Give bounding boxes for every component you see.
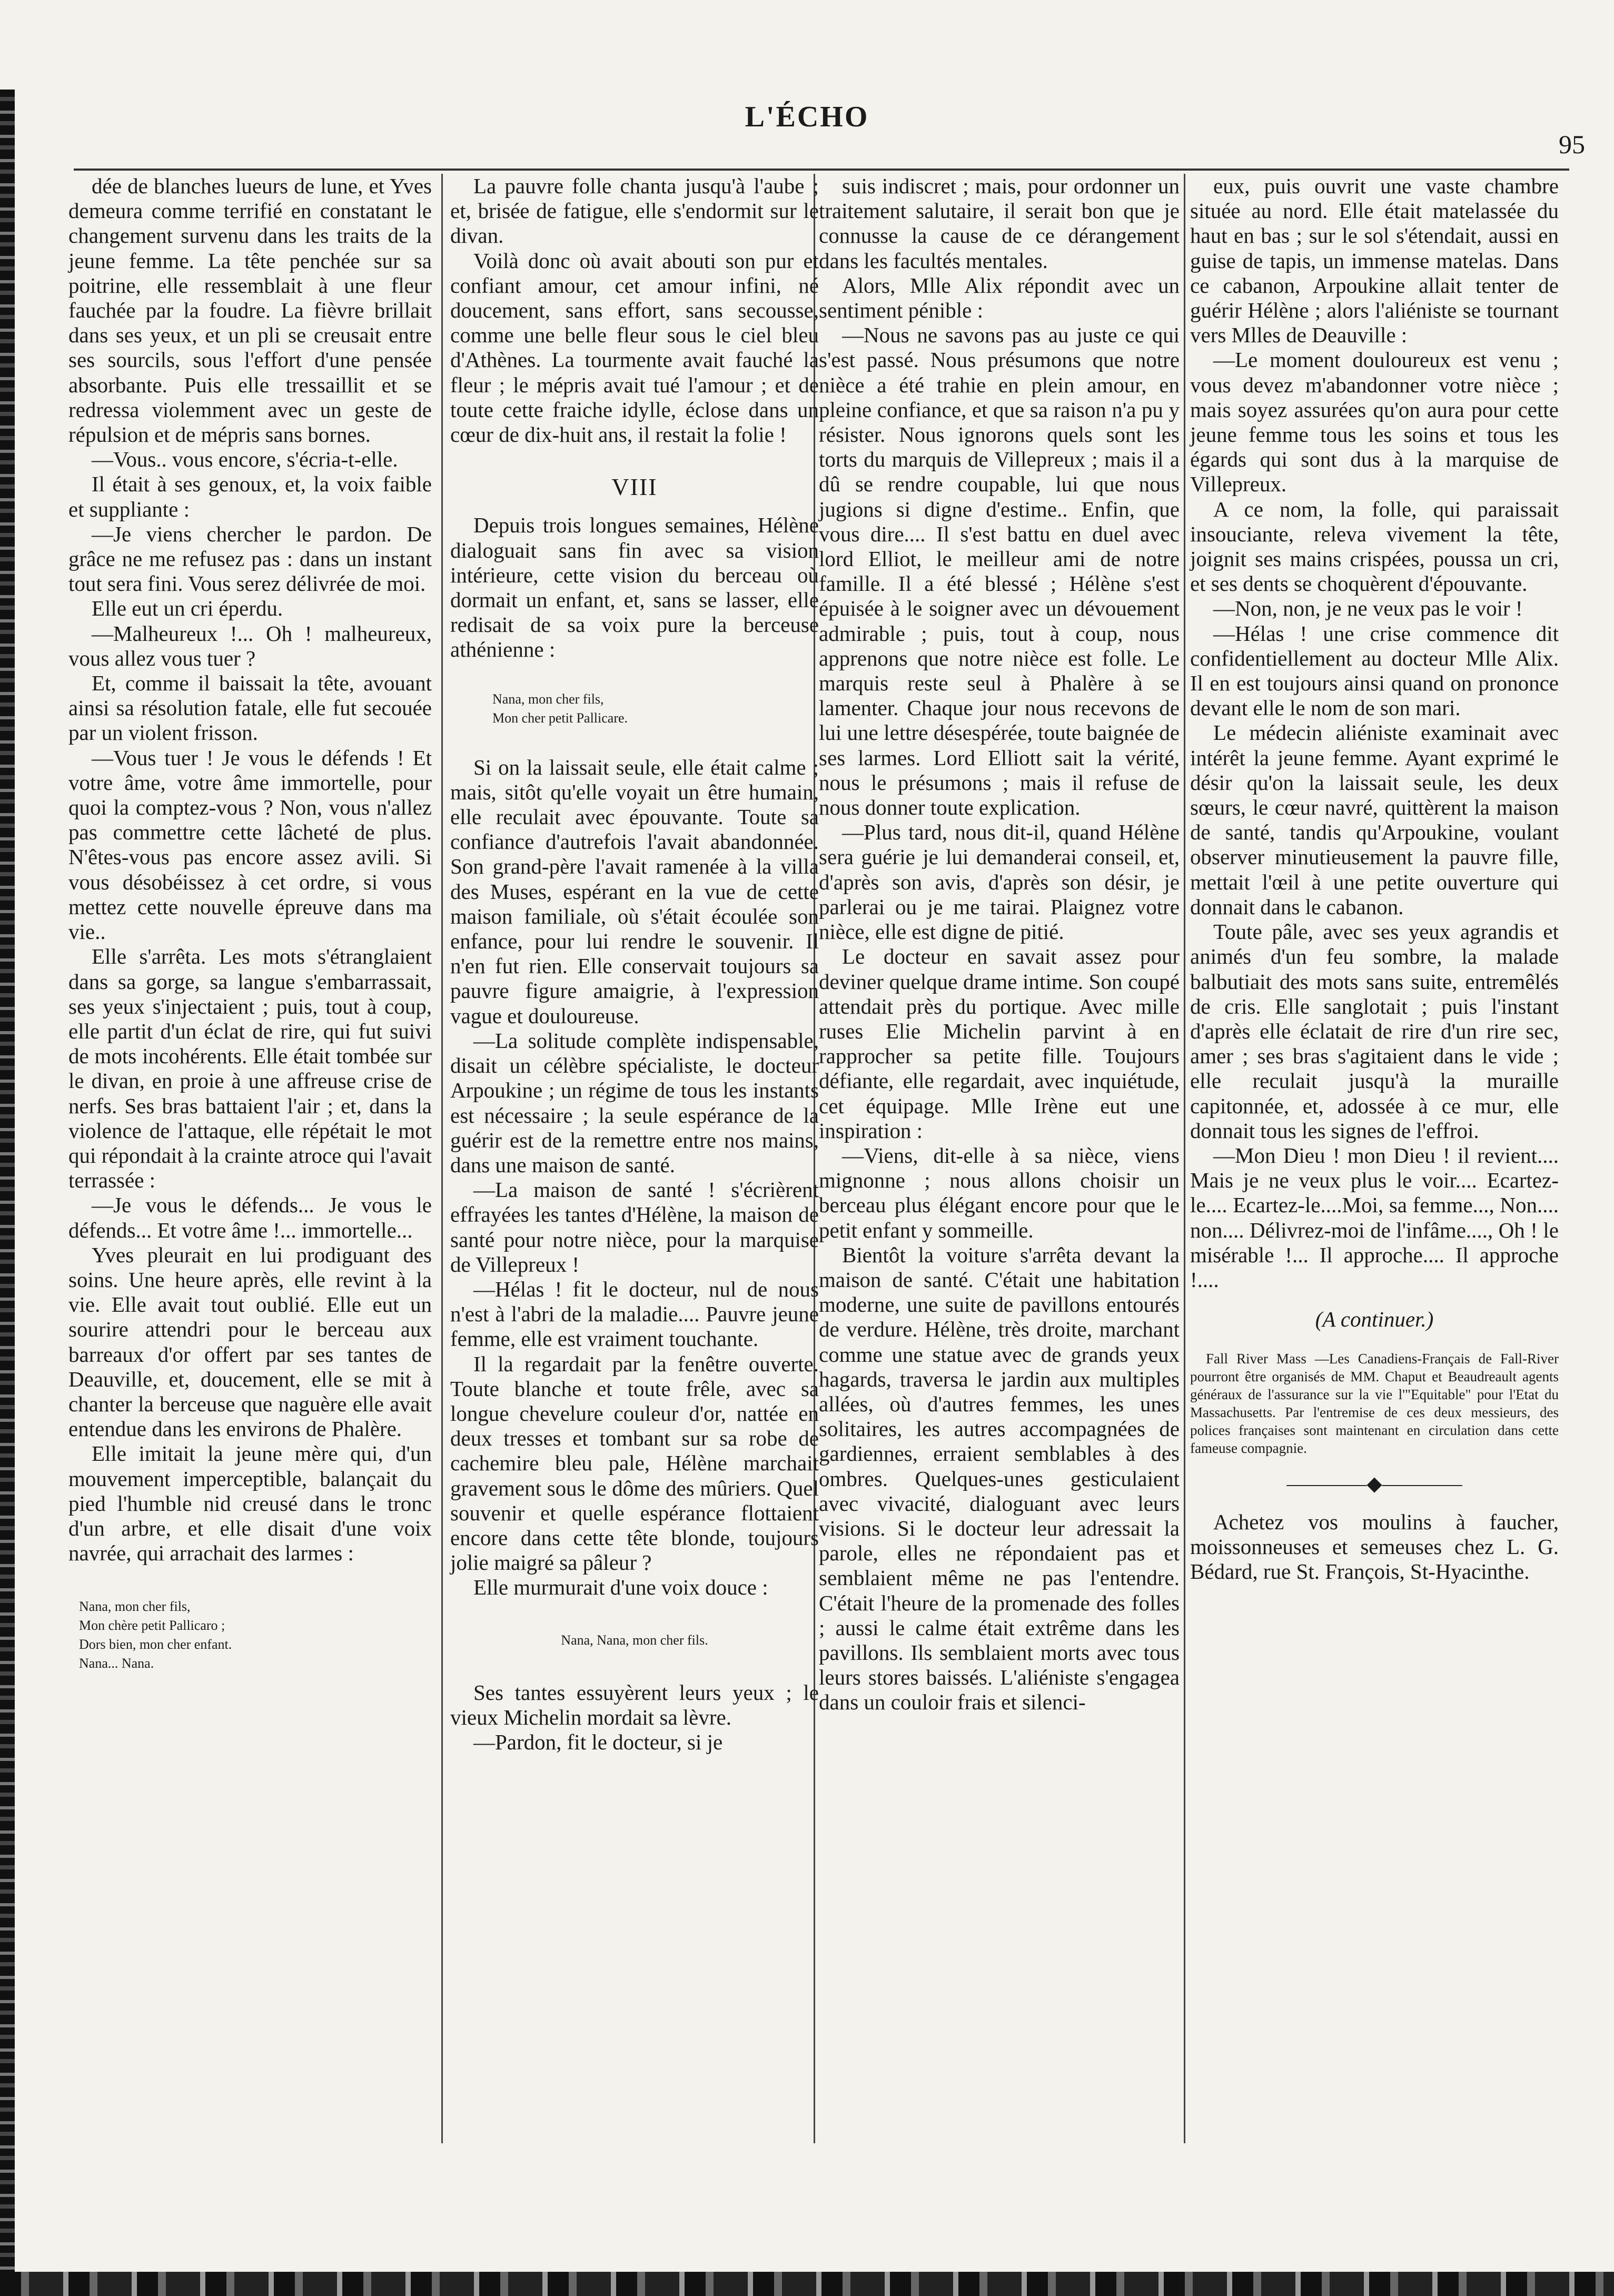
notice-text: Fall River Mass —Les Canadiens-Français de Fall-River pourront être organisés de MM. Chaput et Beaudreault agents généraux de l'assurance sur la vie l'"Equitable" pour l'Etat du Massachusetts. Par l'entremise de ces deux messieurs, des polices françaises sont maintenant en circulation dans cette fameuse compagnie. <box>1190 1351 1559 1457</box>
verse-line: Nana... Nana. <box>79 1656 154 1671</box>
column-3 <box>819 174 1180 1715</box>
paragraph: —Vous.. vous encore, s'écria-t-elle. <box>92 447 398 472</box>
paragraph: Elle murmurait d'une voix douce : <box>473 1575 768 1600</box>
paragraph: —Vous tuer ! Je vous le défends ! Et votre âme, votre âme immortelle, pour quoi la comptez-vous ? Non, vous n'allez pas commettre cette lâcheté de plus. N'êtes-vous pas encore assez avili. Si vous désobéissez à cet ordre, si vous mettez cette nouvelle épreuve dans ma vie.. <box>68 745 432 944</box>
paragraph: —Pardon, fit le docteur, si je <box>473 1729 723 1754</box>
paragraph: —La solitude complète indispensable, disait un célèbre spécialiste, le docteur Arpoukine ; un régime de tous les instants est nécessaire ; la seule espérance de la guérir est de la remettre entre nos mains, dans une maison de santé. <box>450 1028 819 1177</box>
paragraph: —Malheureux !... Oh ! malheureux, vous allez vous tuer ? <box>68 621 432 670</box>
paragraph: Bientôt la voiture s'arrêta devant la maison de santé. C'était une habitation moderne, une suite de pavillons entourés de verdure. Hélène, très droite, marchant comme une statue avec de grands yeux hagards, traversa le jardin aux multiples allées, où d'autres femmes, les unes solitaires, les autres accompagnées de gardiennes, erraient semblables à des ombres. Quelques-unes gesticulaient avec vivacité, dialoguant avec leurs visions. Si le docteur leur adressait la parole, elles ne répondaient pas et semblaient même ne pas l'entendre. C'était l'heure de la promenade des folles ; aussi le calme était extrême dans les pavillons. Ils semblaient morts avec tous leurs stores baissés. L'aliéniste s'engagea dans un couloir frais et silenci- <box>819 1242 1180 1715</box>
paragraph: eux, puis ouvrit une vaste chambre située au nord. Elle était matelassée du haut en bas ; sur le sol s'étendait, aussi en guise de tapis, un immense matelas. Dans ce cabanon, Arpoukine allait tenter de guérir Hélène ; alors l'aliéniste se tournant vers Mlles de Deauville : <box>1190 174 1559 348</box>
paragraph: Il la regardait par la fenêtre ouverte. Toute blanche et toute frêle, avec sa longue chevelure couleur d'or, nattée en deux tresses et tombant sur sa robe de cachemire bleu pale, Hélène marchait gravement sous le dôme des mûriers. Quel souvenir et quelle espérance flottaient encore dans cette tête blonde, toujours jolie maigré sa pâleur ? <box>450 1351 819 1575</box>
paragraph: Elle imitait la jeune mère qui, d'un mouvement imperceptible, balançait du pied l'humble nid creusé dans le tronc d'un arbre, et elle disait d'une voix navrée, qui arrachait des larmes : <box>68 1441 432 1566</box>
paragraph: La pauvre folle chanta jusqu'à l'aube ; et, brisée de fatigue, elle s'endormit sur le divan. <box>450 174 819 248</box>
paragraph: Le docteur en savait assez pour deviner quelque drame intime. Son coupé attendait près du portique. Avec mille ruses Elie Michelin parvint à en rapprocher sa petite fille. Toujours défiante, elle regardait, avec inquiétude, cet équipage. Mlle Irène eut une inspiration : <box>819 944 1180 1143</box>
paragraph: —Hélas ! une crise commence dit confidentiellement au docteur Mlle Alix. Il en est toujours ainsi quand on prononce devant elle le nom de son mari. <box>1190 621 1559 720</box>
advertisement-text: Achetez vos moulins à faucher, moissonneuses et semeuses chez L. G. Bédard, rue St. François, St-Hyacinthe. <box>1190 1509 1559 1584</box>
page-title: L'ÉCHO <box>745 101 869 133</box>
paragraph: Ses tantes essuyèrent leurs yeux ; le vieux Michelin mordait sa lèvre. <box>450 1680 819 1729</box>
paragraph: —Non, non, je ne veux pas le voir ! <box>1213 596 1523 621</box>
chapter-heading: VIII <box>611 473 658 501</box>
paragraph: —Je vous le défends... Je vous le défends... Et votre âme !... immortelle... <box>68 1193 432 1242</box>
paragraph: Elle s'arrêta. Les mots s'étranglaient dans sa gorge, sa langue s'embarrassait, ses yeux s'injectaient ; puis, tout à coup, elle partit d'un éclat de rire, qui fut suivi de mots incohérents. Elle était tombée sur le divan, en proie à une affreuse crise de nerfs. Ses bras battaient l'air ; et, dans la violence de l'attaque, elle répétait le mot qui répondait à la crainte atroce qui l'avait terrassée : <box>68 944 432 1193</box>
paragraph: dée de blanches lueurs de lune, et Yves demeura comme terrifié en constatant le changement survenu dans les traits de la jeune femme. La tête penchée sur sa poitrine, elle ressemblait à une fleur fauchée par la foudre. La fièvre brillait dans ses yeux, et un pli se creusait entre ses sourcils, sous l'effort d'une pensée absorbante. Puis elle tressaillit et se redressa violemment avec un geste de répulsion et de mépris sans bornes. <box>68 174 432 447</box>
notice-fall-river <box>1190 1350 1559 1457</box>
paragraph: Voilà donc où avait abouti son pur et confiant amour, cet amour infini, né doucement, sans effort, sans secousse, comme une belle fleur sous le ciel bleu d'Athènes. La tourmente avait fauché la fleur ; le mépris avait tué l'amour ; et de toute cette fraiche idylle, éclose dans un cœur de dix-huit ans, il restait la folie ! <box>450 248 819 447</box>
verse-line: Nana, Nana, mon cher fils. <box>561 1632 708 1648</box>
column-2 <box>450 174 819 1755</box>
to-be-continued: (A continuer.) <box>1315 1307 1434 1332</box>
ornament-divider: ————◆———— <box>1286 1473 1462 1496</box>
paragraph: suis indiscret ; mais, pour ordonner un traitement salutaire, il serait bon que je connusse la cause de ce dérangement dans les facultés mentales. <box>819 174 1180 273</box>
paragraph: Il était à ses genoux, et, la voix faible et suppliante : <box>68 472 432 521</box>
lullaby-verse <box>492 690 819 728</box>
column-1 <box>68 174 432 1673</box>
verse-line: Nana, mon cher fils, <box>79 1599 191 1615</box>
paragraph: —Le moment douloureux est venu ; vous devez m'abandonner votre nièce ; mais soyez assurées qu'on aura pour cette jeune femme tous les soins et tous les égards qui sont dus à la marquise de Villepreux. <box>1190 348 1559 497</box>
advertisement <box>1190 1510 1559 1585</box>
paragraph: Si on la laissait seule, elle était calme ; mais, sitôt qu'elle voyait un être humain, elle reculait avec épouvante. Toute sa confiance d'autrefois l'avait abandonnée. Son grand-père l'avait ramenée à la villa des Muses, espérant en la vue de cette maison familiale, où s'était écoulée son enfance, pour lui rendre le souvenir. Il n'en fut rien. Elle conservait toujours sa pauvre figure amaigrie, à l'expression vague et douloureuse. <box>450 755 819 1028</box>
verse-line: Mon chère petit Pallicaro ; <box>79 1618 225 1634</box>
paragraph: —La maison de santé ! s'écrièrent effrayées les tantes d'Hélène, la maison de santé pour notre nièce, pour la marquise de Villepreux ! <box>450 1177 819 1276</box>
paragraph: A ce nom, la folle, qui paraissait insouciante, releva vivement la tête, joignit ses mains crispées, poussa un cri, et ses dents se choquèrent d'épouvante. <box>1190 497 1559 596</box>
paragraph: —Hélas ! fit le docteur, nul de nous n'est à l'abri de la maladie.... Pauvre jeune femme, elle est vraiment touchante. <box>450 1276 819 1351</box>
lullaby-verse <box>79 1597 432 1673</box>
lullaby-verse <box>450 1631 819 1650</box>
page-number: 95 <box>1559 130 1585 159</box>
paragraph: Toute pâle, avec ses yeux agrandis et animés d'un feu sombre, la malade balbutiait des mots sans suite, entremêlés de cris. Elle sanglotait ; puis l'instant d'après elle éclatait de rire d'un rire sec, amer ; ses bras s'agitaient dans le vide ; elle reculait jusqu'à la muraille capitonnée, et, adossée à ce mur, elle donnait tous les signes de l'effroi. <box>1190 919 1559 1143</box>
paragraph: —Plus tard, nous dit-il, quand Hélène sera guérie je lui demanderai conseil, et, d'après son avis, d'après son désir, je parlerai ou je me tairai. Plaignez votre nièce, elle est digne de pitié. <box>819 820 1180 944</box>
paragraph: Depuis trois longues semaines, Hélène dialoguait sans fin avec sa vision intérieure, cette vision du berceau où dormait un enfant, et, sans se lasser, elle redisait de sa voix pure la berceuse athénienne : <box>450 513 819 662</box>
paragraph: —Je viens chercher le pardon. De grâce ne me refusez pas : dans un instant tout sera fini. Vous serez délivrée de moi. <box>68 521 432 596</box>
column-divider <box>1184 174 1185 2143</box>
verse-line: Dors bien, mon cher enfant. <box>79 1637 232 1652</box>
page-edge-left <box>0 90 15 2275</box>
paragraph: Elle eut un cri éperdu. <box>92 596 283 621</box>
column-4 <box>1190 174 1559 1584</box>
paragraph: Le médecin aliéniste examinait avec intérêt la jeune femme. Ayant exprimé le désir qu'on la laissait seule, les deux sœurs, le cœur navré, quittèrent la maison de santé, tandis qu'Arpoukine, voulant observer minutieusement la pauvre fille, mettait l'œil à une petite ouverture qui donnait dans le cabanon. <box>1190 720 1559 919</box>
column-divider <box>441 174 443 2143</box>
paragraph: —Mon Dieu ! mon Dieu ! il revient.... Mais je ne veux plus le voir.... Ecartez-le.... Ecartez-le....Moi, sa femme..., Non.... non.... Délivrez-moi de l'infâme...., Oh ! le misérable !... Il approche.... Il approche !.... <box>1190 1143 1559 1292</box>
paragraph: Alors, Mlle Alix répondit avec un sentiment pénible : <box>819 273 1180 323</box>
paragraph: —Viens, dit-elle à sa nièce, viens mignonne ; nous allons choisir un berceau plus élégant encore pour que le petit enfant y sommeille. <box>819 1143 1180 1242</box>
verse-line: Nana, mon cher fils, <box>492 691 604 707</box>
paragraph: Yves pleurait en lui prodiguant des soins. Une heure après, elle revint à la vie. Elle avait tout oublié. Elle eut un sourire attendri pour le berceau aux barreaux d'or offert par ses tantes de Deauville, et, doucement, elle se mit à chanter la berceuse que naguère elle avait entendue dans les environs de Phalère. <box>68 1242 432 1441</box>
header-rule <box>74 169 1569 171</box>
page-edge-bottom <box>0 2272 1614 2296</box>
paragraph: —Nous ne savons pas au juste ce qui s'est passé. Nous présumons que notre nièce a été trahie en plein amour, en pleine confiance, et que sa raison n'a pu y résister. Nous ignorons quels sont les torts du marquis de Villepreux ; mais il a dû se rendre coupable, lui que nous jugions si digne d'estime.. Enfin, que vous dire.... Il s'est battu en duel avec lord Elliot, le meilleur ami de notre famille. Il a été blessé ; Hélène s'est épuisée à le soigner avec un dévouement admirable ; puis, tout à coup, nous apprenons que notre nièce est folle. Le marquis reste seul à Phalère à se lamenter. Chaque jour nous recevons de lui une lettre désespérée, toute baignée de ses larmes. Lord Elliott sait la vérité, nous le présumons ; mais il refuse de nous donner toute explication. <box>819 323 1180 820</box>
verse-line: Mon cher petit Pallicare. <box>492 710 628 726</box>
paragraph: Et, comme il baissait la tête, avouant ainsi sa résolution fatale, elle fut secouée par un violent frisson. <box>68 671 432 745</box>
